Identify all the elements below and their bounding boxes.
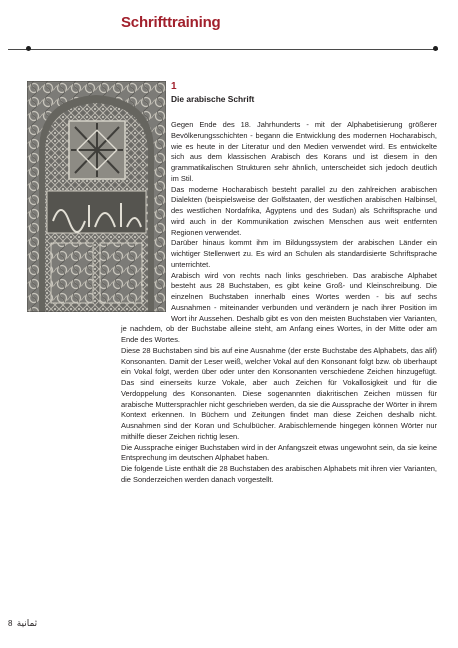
paragraph: Die Aussprache einiger Buchstaben wird in der Anfangszeit etwas ungewohnt sein, da sie keine Entsprechung im deutschen Alphabet haben. bbox=[121, 442, 437, 463]
paragraph: Darüber hinaus kommt ihm im Bildungssystem der arabischen Länder ein wichtiger Stellenwert zu. Es wird an Schulen als standardisierte Schriftsprache unterrichtet. bbox=[171, 238, 437, 269]
rule-dot-right bbox=[433, 46, 438, 51]
paragraph: Arabisch wird von rechts nach links geschrieben. Das arabische Alphabet besteht aus 28 Buchstaben, es gibt keine Groß- und Kleinschreibung. Die einzelnen Buchstaben innerhalb eines Wortes werden - bis auf sechs Ausnahmen - miteinander verbunden und verändern je nach ihrer Position im Wort ihr Aussehen. Deshalb gibt es von den meisten Buchstaben vier Varianten, je nachdem, ob der Buchstabe alleine steht, am Anfang eines Wortes, in der Mitte oder am Ende des Wortes. bbox=[121, 270, 437, 344]
page-number: 8 bbox=[8, 619, 13, 628]
header-rule bbox=[8, 49, 438, 50]
paragraph: Das moderne Hocharabisch besteht parallel zu den zahlreichen arabischen Dialekten (beispielsweise der Golfstaaten, der westlichen arabischen Halbinsel, des westlichen Nordafrika, Ägyptens und des Sudan) als Schriftsprache und wird auch in der Kommunikation zwischen Menschen aus weit entfernten Regionen verwendet. bbox=[171, 184, 437, 237]
page-footer bbox=[8, 619, 37, 629]
page-number-arabic-word: ثمانية bbox=[16, 619, 38, 629]
body-text bbox=[121, 120, 437, 486]
paragraph: Gegen Ende des 18. Jahrhunderts - mit der Alphabetisierung größerer Bevölkerungsschichten - begann die Entwicklung des modernen Hocharabisch, wie es heute in der Literatur und den Medien verwendet wird. Es entwickelte sich aus dem klassischen Arabisch des Korans und ist diesem in den grammatikalischen Strukturen sehr ähnlich, unterscheidet sich jedoch deutlich im Stil. bbox=[171, 120, 437, 183]
chapter-title: Die arabische Schrift bbox=[171, 94, 255, 104]
rule-dot-left bbox=[26, 46, 31, 51]
section-title: Schrifttraining bbox=[121, 14, 221, 31]
chapter-number: 1 bbox=[171, 81, 177, 92]
paragraph: Diese 28 Buchstaben sind bis auf eine Ausnahme (der erste Buchstabe des Alphabets, das alif) Konsonanten. Damit der Leser weiß, welcher Vokal auf den Konsonant folgt bzw. ob überhaupt ein Vokal folgt, werden über oder unter den Konsonanten verschiedene Zeichen hinzugefügt. Das sind einerseits kurze Vokale, aber auch Zeichen für Vokallosigkeit und für die Verdoppelung des Konsonanten. Diese sogenannten diakritischen Zeichen müssen für arabische Muttersprachler nicht geschrieben werden, da sie die Aussprache der Wörter in ihrem Kontext erkennen. In Büchern und Zeitungen findet man diese Zeichen deshalb nicht. Ausnahmen sind der Koran und Schulbücher. Arabischlernende hingegen können Wörter nur mithilfe dieser Zeichen richtig lesen. bbox=[121, 345, 437, 441]
image-wrap-spacer bbox=[121, 120, 171, 320]
paragraph: Die folgende Liste enthält die 28 Buchstaben des arabischen Alphabets mit ihren vier Varianten, die Sonderzeichen werden danach vorgestellt. bbox=[121, 464, 437, 484]
